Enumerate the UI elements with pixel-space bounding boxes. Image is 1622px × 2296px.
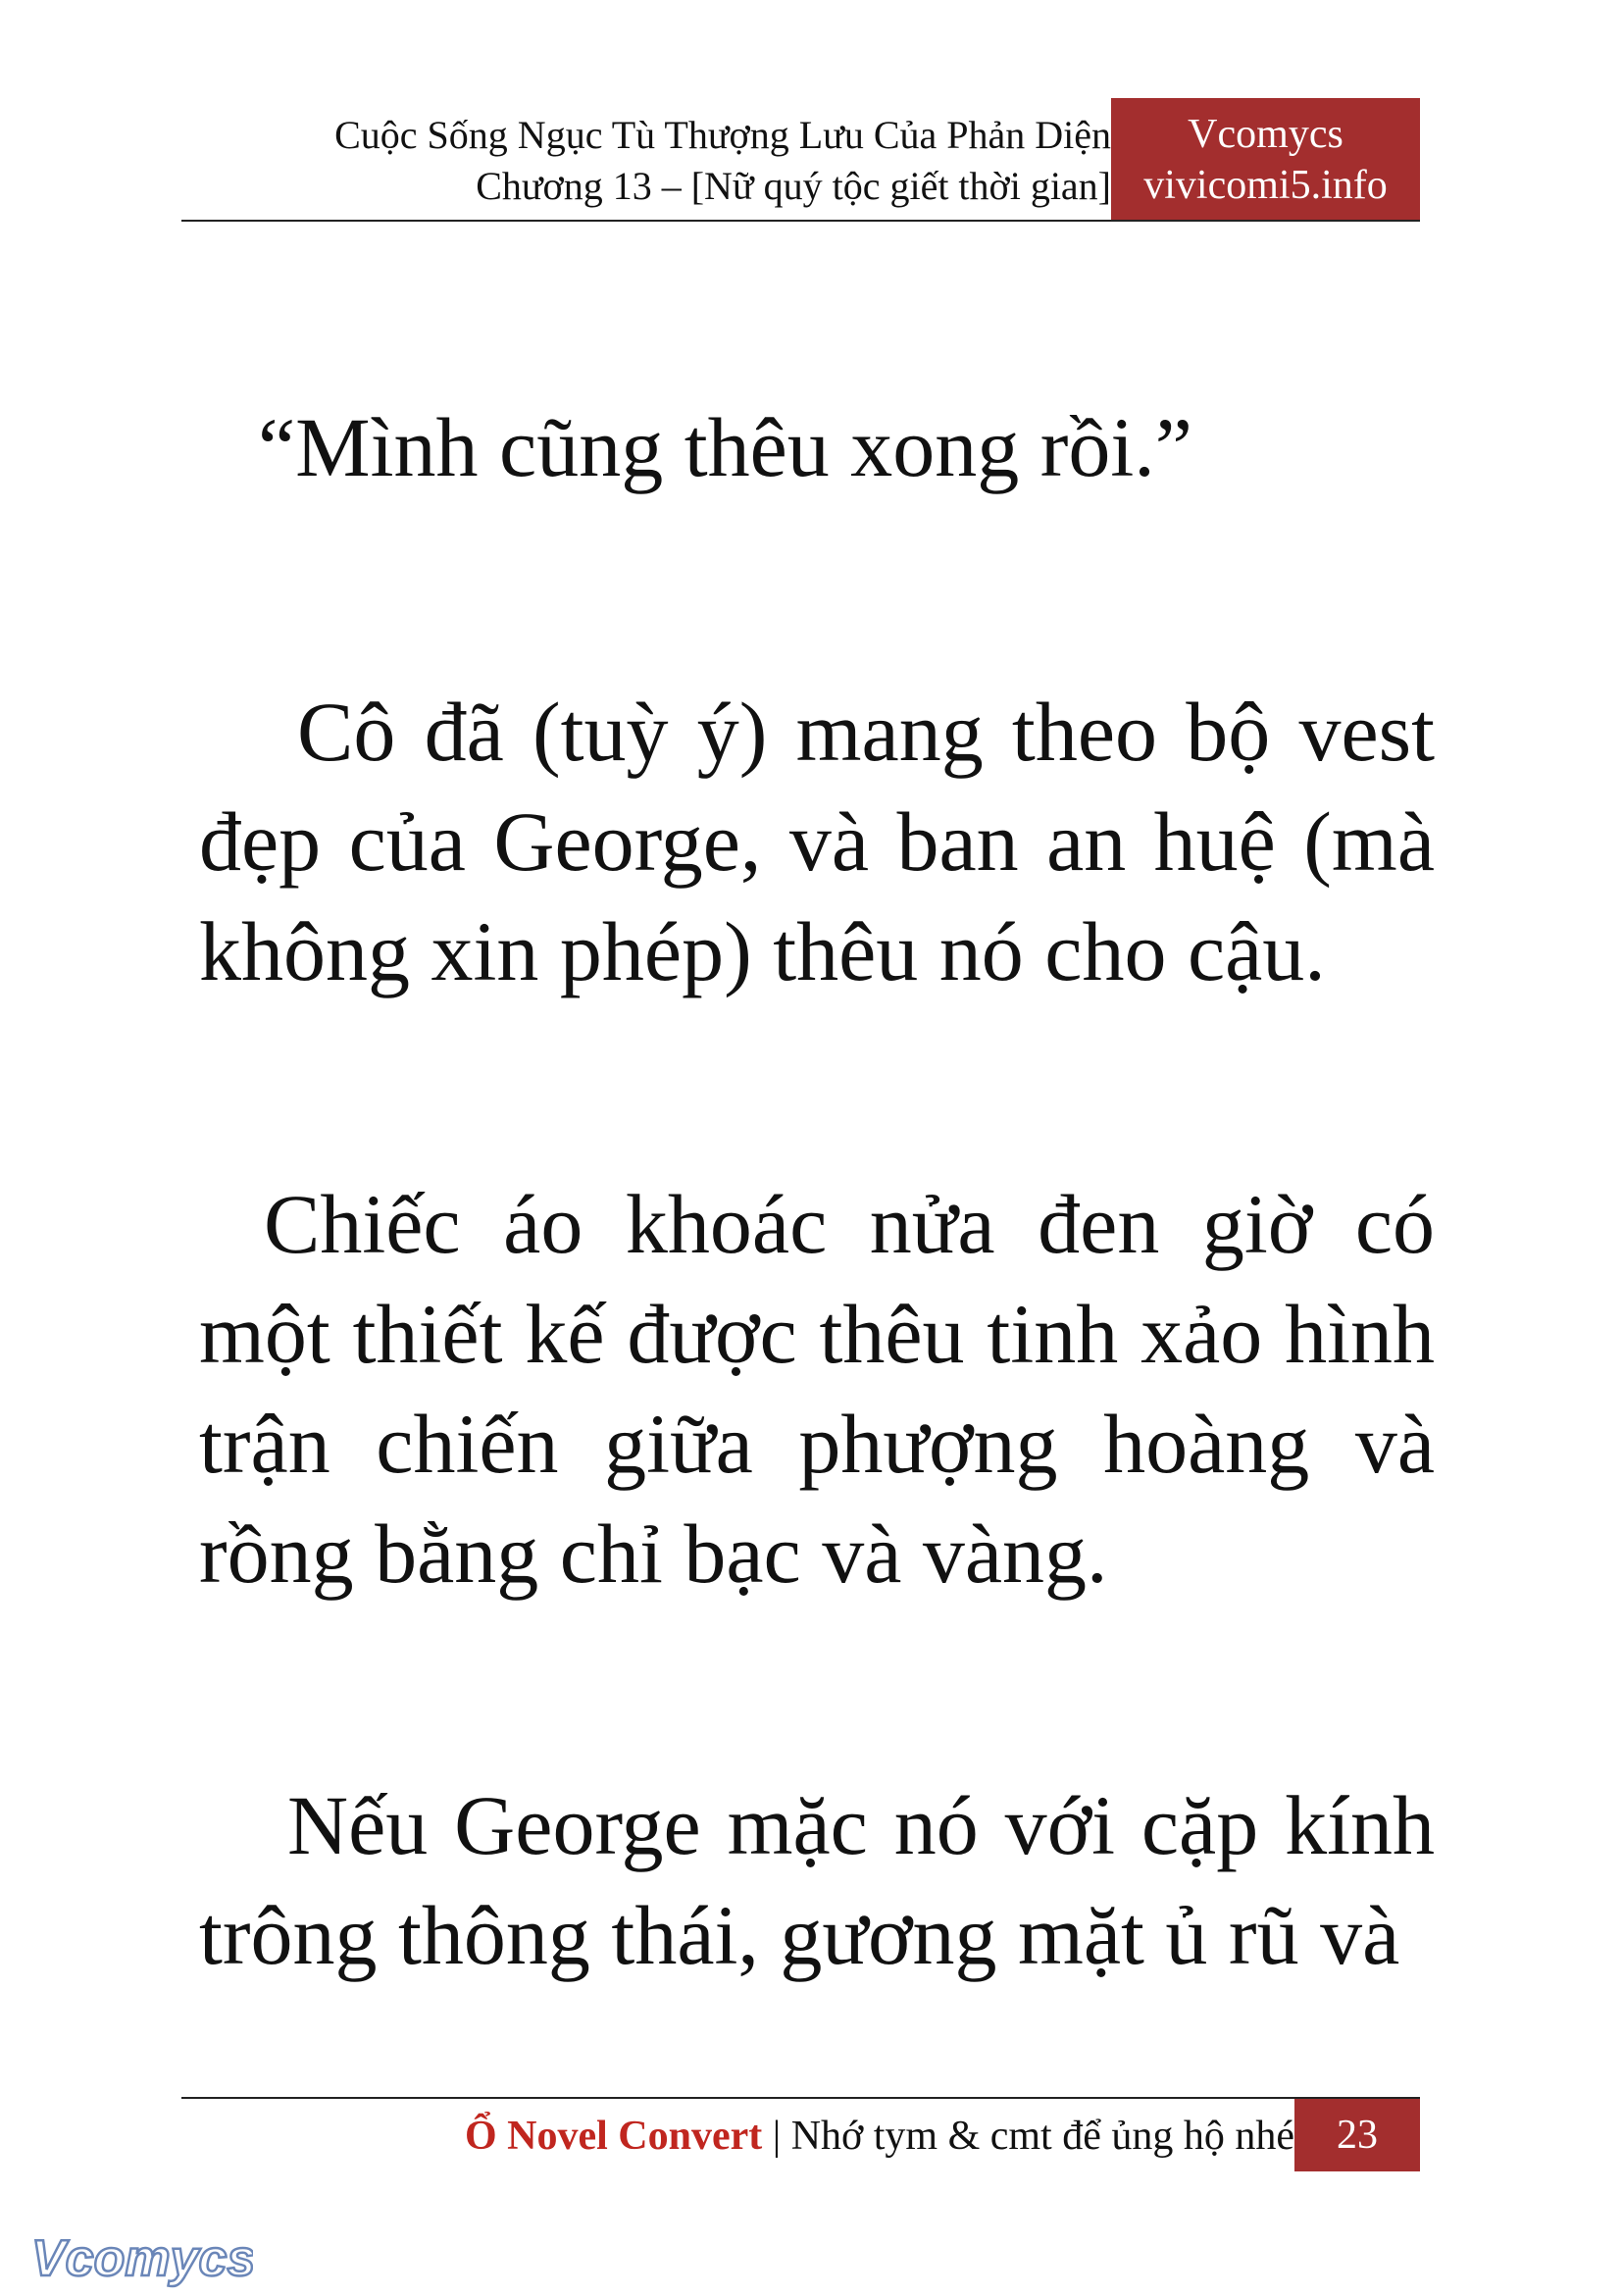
- paragraph-3: Chiếc áo khoác nửa đen giờ có một thiết kế được thêu tinh xảo hình trận chiến giữa phượng hoàng và rồng bằng chỉ bạc và vàng.: [199, 1177, 1435, 1601]
- header-titles: [334, 110, 1111, 212]
- footer-brand: Ổ Novel Convert: [464, 2114, 763, 2159]
- watermark-text: Vcomycs: [31, 2230, 253, 2287]
- page-number: 23: [1294, 2099, 1420, 2171]
- page-footer: [181, 2097, 1420, 2171]
- paragraph-4: Nếu George mặc nó với cặp kính trông thông thái, gương mặt ủ rũ và: [199, 1778, 1435, 1982]
- footer-message: Nhớ tym & cmt để ủng hộ nhé: [790, 2114, 1294, 2159]
- paragraph-1: “Mình cũng thêu xong rồi.”: [258, 400, 1192, 494]
- brand-site: vivicomi5.info: [1143, 163, 1388, 208]
- book-title: Cuộc Sống Ngục Tù Thượng Lưu Của Phản Diện: [334, 113, 1111, 157]
- vcomycs-logo-icon: [27, 2224, 253, 2291]
- brand-name: Vcomycs: [1188, 112, 1343, 157]
- footer-separator: |: [772, 2114, 782, 2159]
- chapter-title: Chương 13 – [Nữ quý tộc giết thời gian]: [476, 164, 1111, 208]
- paragraph-2: Cô đã (tuỳ ý) mang theo bộ vest đẹp của George, và ban an huệ (mà không xin phép) thêu nó cho cậu.: [199, 685, 1435, 998]
- header-brand-box: [1111, 98, 1420, 220]
- footer-text: [465, 2109, 1294, 2164]
- page-header: [181, 98, 1420, 222]
